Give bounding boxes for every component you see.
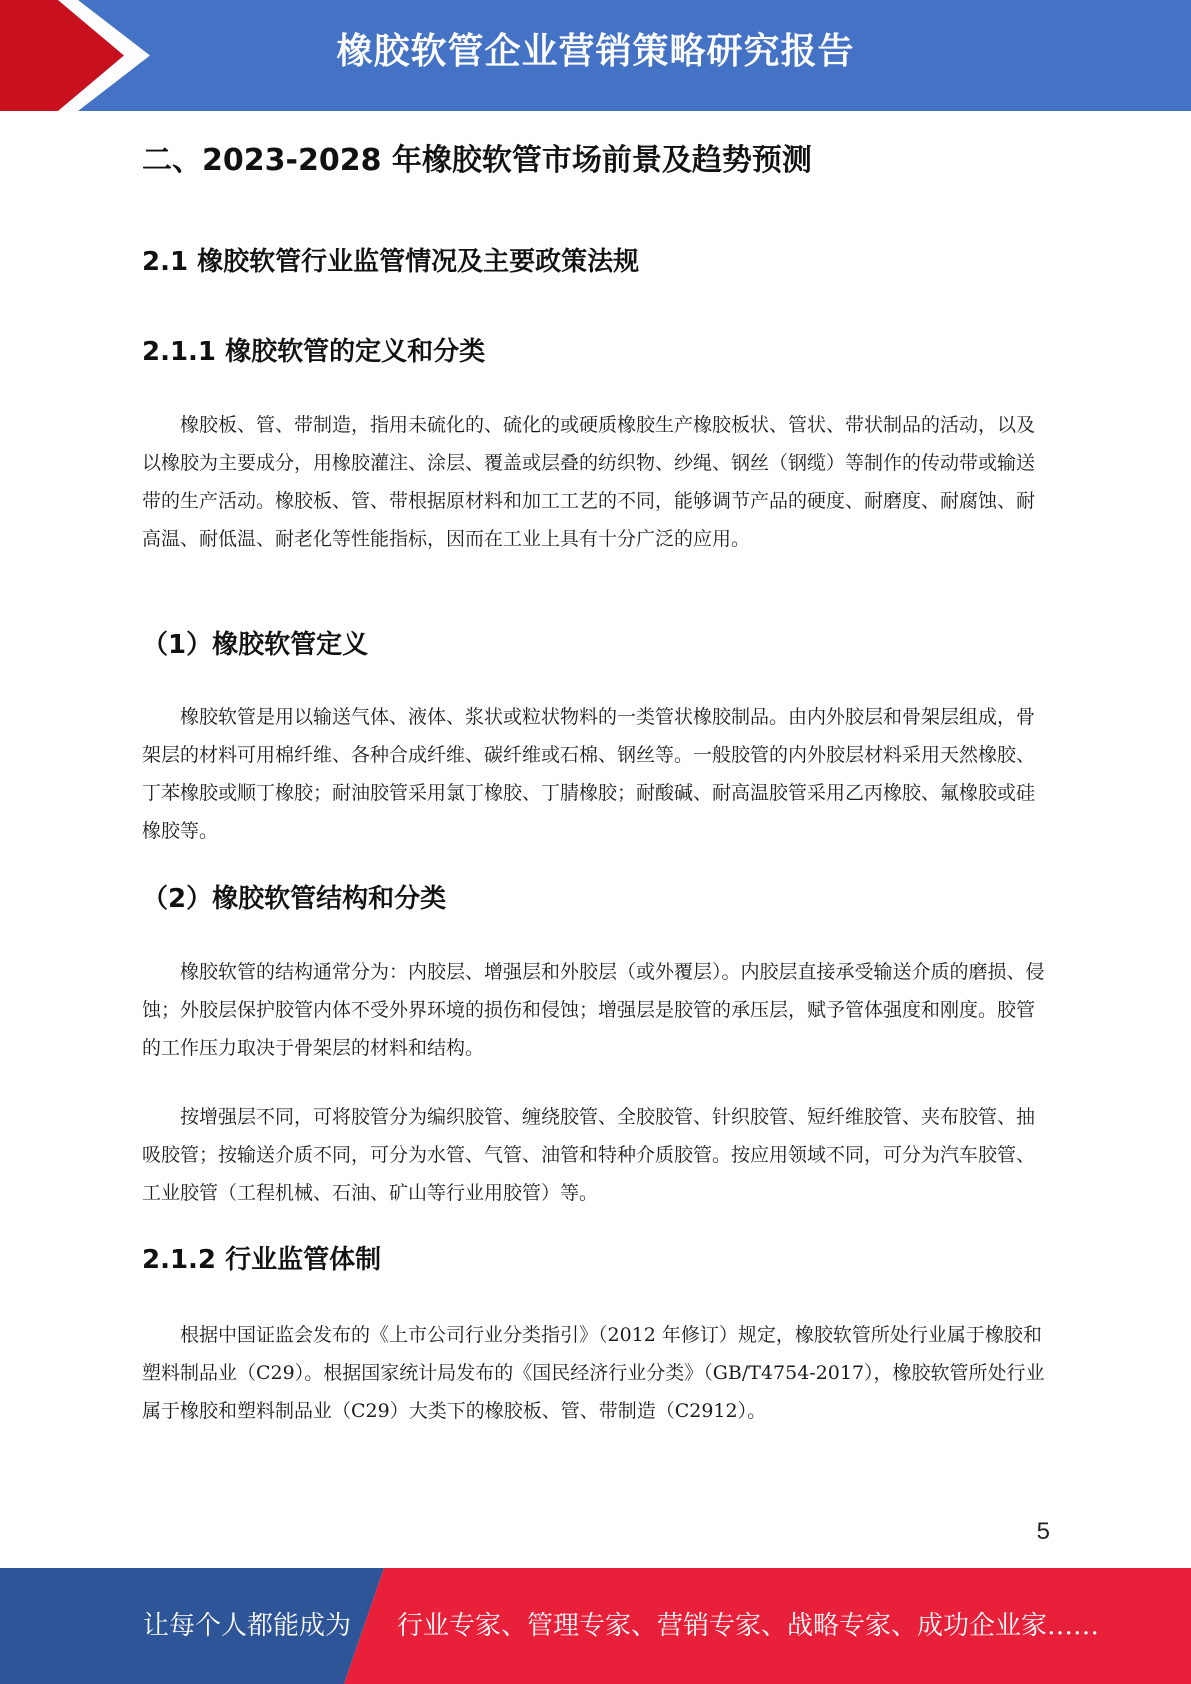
section-heading-2-1-2: 2.1.2 行业监管体制	[142, 1245, 382, 1275]
report-title: 橡胶软管企业营销策略研究报告	[336, 31, 855, 72]
footer-slogan-left: 让每个人都能成为	[143, 1611, 352, 1641]
footer-slogan-right: 行业专家、管理专家、营销专家、战略专家、成功企业家……	[397, 1611, 1100, 1641]
subheading-structure: （2）橡胶软管结构和分类	[142, 884, 447, 914]
paragraph-hose-definition: 橡胶软管是用以输送气体、液体、浆状或粒状物料的一类管状橡胶制品。由内外胶层和骨架层组成，骨架层的材料可用棉纤维、各种合成纤维、碳纤维或石棉、钢丝等。一般胶管的内外胶层材料采用天然橡胶、丁苯橡胶或顺丁橡胶；耐油胶管采用氯丁橡胶、丁腈橡胶；耐酸碱、耐高温胶管采用乙丙橡胶、氟橡胶或硅橡胶等。	[142, 706, 1036, 842]
paragraph-regulation: 根据中国证监会发布的《上市公司行业分类指引》（2012 年修订）规定，橡胶软管所处行业属于橡胶和塑料制品业（C29）。根据国家统计局发布的《国民经济行业分类》（GB/T4754-2017），橡胶软管所处行业属于橡胶和塑料制品业（C29）大类下的橡胶板、管、带制造（C2912）。	[142, 1324, 1045, 1422]
page-footer	[0, 1568, 1191, 1684]
subheading-definition: （1）橡胶软管定义	[142, 630, 369, 660]
page-header	[0, 0, 1191, 111]
page-number: 5	[1036, 1518, 1050, 1545]
paragraph-definition-intro: 橡胶板、管、带制造，指用未硫化的、硫化的或硬质橡胶生产橡胶板状、管状、带状制品的活动，以及以橡胶为主要成分，用橡胶灌注、涂层、覆盖或层叠的纺织物、纱绳、钢丝（钢缆）等制作的传动带或输送带的生产活动。橡胶板、管、带根据原材料和加工工艺的不同，能够调节产品的硬度、耐磨度、耐腐蚀、耐高温、耐低温、耐老化等性能指标，因而在工业上具有十分广泛的应用。	[142, 414, 1036, 550]
chapter-heading: 二、2023-2028 年橡胶软管市场前景及趋势预测	[142, 143, 812, 178]
section-heading-2-1-1: 2.1.1 橡胶软管的定义和分类	[142, 337, 486, 367]
section-heading-2-1: 2.1 橡胶软管行业监管情况及主要政策法规	[142, 247, 640, 277]
paragraph-classification: 按增强层不同，可将胶管分为编织胶管、缠绕胶管、全胶胶管、针织胶管、短纤维胶管、夹布胶管、抽吸胶管；按输送介质不同，可分为水管、气管、油管和特种介质胶管。按应用领域不同，可分为汽车胶管、工业胶管（工程机械、石油、矿山等行业用胶管）等。	[142, 1106, 1036, 1204]
paragraph-structure: 橡胶软管的结构通常分为：内胶层、增强层和外胶层（或外覆层）。内胶层直接承受输送介质的磨损、侵蚀；外胶层保护胶管内体不受外界环境的损伤和侵蚀；增强层是胶管的承压层，赋予管体强度和刚度。胶管的工作压力取决于骨架层的材料和结构。	[142, 961, 1045, 1059]
